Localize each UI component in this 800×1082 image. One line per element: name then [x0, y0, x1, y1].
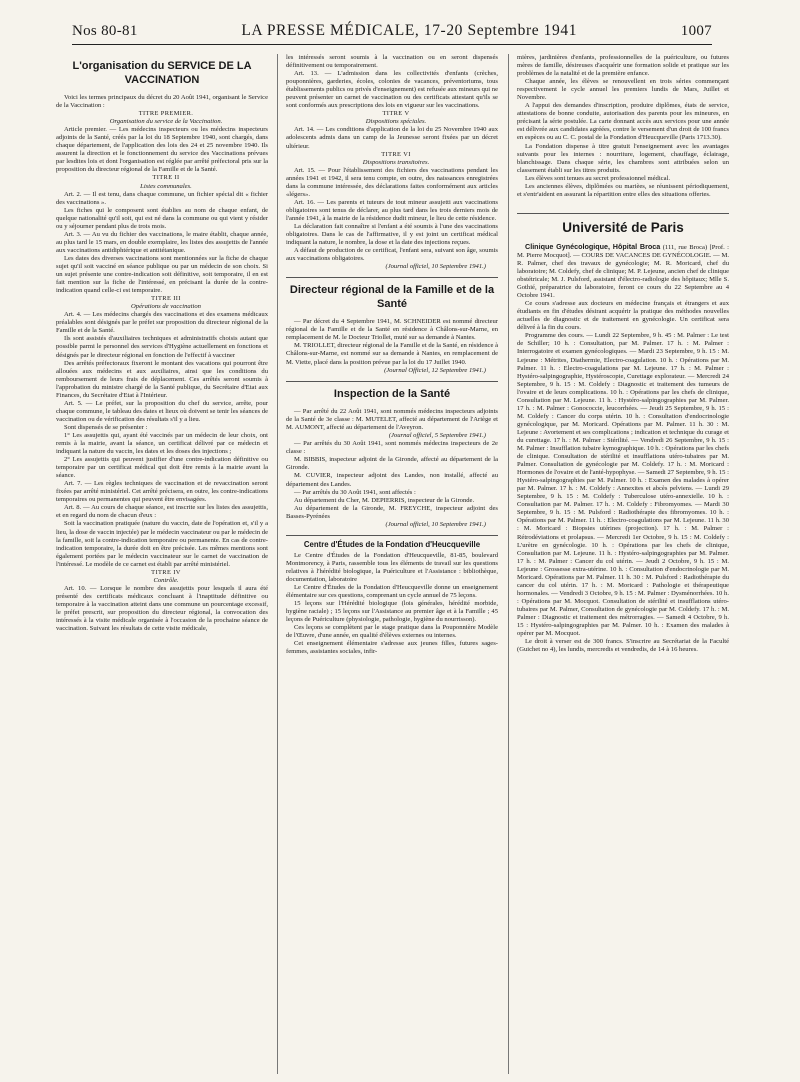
vaccination-heading: L'organisation du SERVICE DE LA VACCINATION [72, 60, 252, 86]
paragraph: Cet enseignement élémentaire s'adresse aux jeunes filles, futures sages-femmes, assistantes sociales, infir- [286, 640, 498, 656]
source-citation: (Journal Officiel, 12 Septembre 1941.) [384, 366, 486, 374]
paragraph: — Par arrêté du 22 Août 1941, sont nommés médecins inspecteurs adjoints de la Santé de 3e classe : M. MUTELET, affecté au département de l'Ariège et M. AUMONT, affecté au département de l'Aveyron. [286, 408, 498, 432]
titre-heading: TITRE III [151, 295, 181, 303]
paragraph: Art. 3. — Au vu du fichier des vaccinations, le maire établit, chaque année, au plus tard le 15 mars, en double exemplaire, les listes des assujettis de l'année aux vaccinations antidiphtérique et antitétanique. [56, 230, 268, 254]
titre-subheading: Contrôle. [153, 576, 179, 584]
paragraph: Art. 4. — Les médecins chargés des vaccinations et des examens médicaux préalables sont désignés par le préfet sur proposition du directeur régional de la Famille et de la Santé. [56, 311, 268, 335]
header-rule [72, 44, 712, 45]
paragraph: — Par arrêtés du 30 Août 1941, sont affectés : [294, 488, 416, 496]
paragraph: 2° Les assujettis qui peuvent justifier d'une contre-indication définitive ou temporaire par un certificat médical qui doit être remis à la mairie avant la séance. [56, 456, 268, 480]
paragraph: M. BIBBIS, inspecteur adjoint de la Gironde, affecté au département de la Gironde. [286, 456, 498, 472]
paragraph: Voici les termes principaux du décret du 20 Août 1941, organisant le Service de la Vaccination : [56, 94, 268, 110]
source-citation: (Journal officiel, 5 Septembre 1941.) [388, 432, 486, 440]
paragraph: Le Centre d'Études de la Fondation d'Heucqueville, 81-85, boulevard Montmorency, à Paris, rassemble tous les éléments de travail sur les questions relatives à l'hérédité biologique, la Puériculture et l'Assistance : bibliothèque, documentation, laboratoire [286, 551, 498, 583]
titre-heading: TITRE PREMIER. [138, 110, 194, 118]
section-rule [286, 381, 498, 382]
paragraph: A l'appui des demandes d'inscription, produire diplômes, états de service, attestations de bonne conduite, autorisation des parents pour les mineures, en précisant la série postulée. La carte donnant accès aux services pour une année est délivrée aux candidates agréées, contre le versement d'un droit de 100 francs en espèces ou au C. C. postal de la Fondation d'Heucqueville (Paris 1713.30). [517, 102, 729, 142]
section-rule [286, 535, 498, 536]
universite-heading: Université de Paris [562, 219, 684, 235]
titre-subheading: Dispositions spéciales. [365, 118, 427, 126]
paragraph: M. CUVIER, inspecteur adjoint des Landes, non installé, affecté au département des Landes. [286, 472, 498, 488]
paragraph: Art. 5. — Le préfet, sur la proposition du chef du service, arrête, pour chaque commune, le tableau des dates et lieux où doivent se tenir les séances de vaccination ou de vérification des résultats s'il y a lieu. [56, 399, 268, 423]
paragraph: Ils sont assistés d'auxiliaires techniques et administratifs choisis autant que possible parmi le personnel des services d'Hygiène actuellement en fonctions et désignés par le directeur régional en fonction de l'effectif à vacciner [56, 335, 268, 359]
paragraph: M. TRIOLLET, directeur régional de la Famille et de la Santé, en résidence à Châlons-sur-Marne, est nommé sur sa demande à Nantes, en remplacement de M. Viette, placé dans la position prévue par la loi du 17 Juillet 1940. [286, 342, 498, 366]
paragraph: 1° Les assujettis qui, ayant été vaccinés par un médecin de leur choix, ont remis à la mairie, avant la séance, un certificat délivré par ce médecin et indiquant la nature du vaccin, les dates et les doses des injections ; [56, 431, 268, 456]
paragraph: — Par décret du 4 Septembre 1941, M. SCHNEIDER est nommé directeur régional de la Famille et de la Santé en résidence à Châlons-sur-Marne, en remplacement de M. le Docteur Triollet, muté sur sa demande à Nantes. [286, 318, 498, 342]
paragraph: Art. 16. — Les parents et tuteurs de tout mineur assujetti aux vaccinations obligatoires sont tenus de déclarer, au plus tard dans les trois derniers mois de l'année 1941, à la mairie de la résidence dudit mineur, le lieu de cette résidence. [286, 198, 498, 222]
column-2 [286, 54, 498, 1074]
titre-heading: TITRE V [382, 110, 410, 118]
paragraph: Chaque année, les élèves se renouvellent en trois séries commençant respectivement le cycle annuel les premiers lundis de Mars, Juillet et Novembre. [517, 78, 729, 102]
paragraph: les intéressés seront soumis à la vaccination ou en seront dispensés définitivement ou temporairement. [286, 54, 498, 70]
paragraph: La déclaration fait connaître si l'enfant a été soumis à l'une des vaccinations obligatoires. Dans le cas de l'affirmative, il y est joint un certificat médical indiquant la nature, le nombre, la dose et la date des injections reçues. [286, 222, 498, 247]
paragraph: Au département du Cher, M. DEPIERRIS, inspecteur de la Gironde. [294, 496, 475, 504]
titre-subheading: Opérations de vaccination [131, 303, 201, 311]
titre-subheading: Organisation du service de la Vaccination. [109, 118, 223, 126]
paragraph: — Par arrêtés du 30 Août 1941, sont nommés médecins inspecteurs de 2e classe : [286, 440, 498, 456]
heucqueville-heading: Centre d'Études de la Fondation d'Heucqueville [303, 539, 481, 549]
paragraph: Le Centre d'Études de la Fondation d'Heucqueville donne un enseignement élémentaire sur ces questions, comprenant un cycle annuel de 75 leçons. [286, 583, 498, 600]
issue-number: Nos 80-81 [72, 23, 138, 39]
column-divider [277, 54, 278, 1074]
paragraph: A défaut de production de ce certificat, l'enfant sera, suivant son âge, soumis aux vaccinations obligatoires. [286, 247, 498, 263]
clinic-text: (111, rue Broca) [Prof. : M. Pierre Mocquot]. — COURS DE VACANCES DE GYNÉCOLOGIE. — M. R. Palmer, chef des travaux de gynécologie; M. R. Moricard, chef du laboratoire; M. Coldefy, chef de clinique; M. P. Lejeune, ancien chef de clinique obstétricale; M. J. Pulsford, assistant d'électro-radiologie des hôpitaux; Mlle S. Gothié, préparatrice du laboratoire, feront ce cours du 22 Septembre au 4 Octobre 1941. [517, 243, 729, 300]
paragraph: 15 leçons sur l'Hérédité biologique (lois générales, hérédité morbide, hygiène raciale) ; 15 leçons sur l'Assistance au premier âge et à la Famille ; 45 leçons de Puériculture (physiologie, pathologie, hygiène du nourrisson). [286, 600, 498, 624]
titre-heading: TITRE IV [151, 568, 181, 576]
paragraph: Les dates des diverses vaccinations sont mentionnées sur la fiche de chaque sujet qu'il soit vacciné en séance publique ou par un médecin de son choix. Si un sujet présente une contre-indication soit définitive, soit temporaire, il en est fait mention sur la fiche de l'intéressé, en précisant la durée de la contre-indication quand celle-ci est temporaire. [56, 254, 268, 295]
paragraph: Sont dispensés de se présenter : [64, 423, 148, 431]
paragraph: Le droit à verser est de 300 francs. S'inscrire au Secrétariat de la Faculté (Guichet no 4), les lundis, mercredis et vendredis, de 14 à 16 heures. [517, 638, 729, 654]
paragraph: Les anciennes élèves, diplômées ou marièes, se réunissent périodiquement, et s'entr'aident en assurant la répartition entre elles des situations offertes. [517, 182, 729, 198]
column-1 [56, 54, 268, 1074]
titre-subheading: Listes communales. [140, 182, 192, 190]
page-number: 1007 [680, 23, 712, 39]
paragraph: Art. 7. — Les règles techniques de vaccination et de revaccination seront fixées par arrêté ministériel. Cet arrêté précisera, en outre, les contre-indications temporaires ou permanentes qui peuvent être envisagées. [56, 480, 268, 504]
titre-subheading: Dispositions transitoires. [362, 158, 430, 166]
paragraph: Programme des cours. — Lundi 22 Septembre, 9 h. 45 : M. Palmer : Le test de Schiller; 10 h. : Consultation, par M. Palmer. 17 h. : M. Palmer : Interrogatoire et examen gynécologiques. — Mardi 23 Septembre, 9 h. 15 : M. Lejeune : Métrites, Diathermie, Electro-coagulation. 10 h. : Opérations par M. Palmer. 11 h. : Electro-coagulations par M. Lejeune. 17 h. : M. Palmer : Hystéro-salpingographie, Hystéroscopie, Curettage explorateur. — Mercredi 24 Septembre, 9 h. 15 : M. Coldefy : Diagnostic et traitement des tumeurs de l'ovaire et de leurs complications. 10 h. : Opérations par les chefs de clinique, Consultation par M. Lejeune. 11 h. : Hystéro-salpingographies par M. Palmer. 17 h. : M. Palmer : Gonococcie, leucorrhées. — Jeudi 25 Septembre, 9 h. 15 : M. Coldefy : Cancer du corps utérin. 10 h. : Consultation d'endocrinologie gynécologique, par M. Moricard. Opérations par M. Palmer. 11 h. 30 : M. Lejeune : Avortement et ses complications ; indication et technique du curage et du curettage. 17 h. : M. Palmer : Stérilité. — Vendredi 26 Septembre, 9 h. 15 : M. Palmer : Insufflation tubaire kymographique. 10 h. : Opérations par les chefs de clinique. Consultation de stérilité et insufflations utéro-tubaires par M. Palmer. Consultation de gynécologie par M. Coldefy. 17 h. : M. Moricard : Hormones de l'ovaire et de l'anté-hypophyse. — Samedi 27 Septembre, 9 h. 15 : Hystéro-salpingographies par M. Palmer. 10 h. : Examen des malades à opérer par M. Palmer. 17 h. : M. Coldefy : Annexites et abcès pelviens. — Lundi 29 Septembre, 9 h. 15 : M. Coldefy : Tuberculose utéro-annexielle. 10 h. : Consultation par M. Palmer. 17 h. : M. Coldefy : Fibromyomes. — Mardi 30 Septembre, 9 h. 15 : M. Pulsford : Radiothérapie des fibromyomes. 10 h. : Opérations par M. Palmer. 11 h. : Electro-coagulations par M. Lejeune. 11 h. 30 : M. Moricard : Biopsies utérines (projection). 17 h. : M. Palmer : Rétrodéviations et prolapsus. — Mercredi 1er Octobre, 9 h. 15 : M. Coldefy : L'urètre en gynécologie. 10 h. : Opérations par les chefs de clinique, Consultation par M. Lejeune. 11 h. : Hystéro-salpingographies par M. Palmer. 17 h. : M. Palmer : Cancer du col utérin. — Jeudi 2 Octobre, 9 h. 15 : M. Lejeune : Grossesse extra-utérine. 10 h. : Consultation d'endocrinologie par M. Moricard. Opérations par M. Palmer. 11 h. 30 : M. Pulsford : Radiothérapie du cancer du col utérin. 17 h. : M. Moricard : Pathologie et thérapeutique hormonales. — Vendredi 3 Octobre, 9 h. 15 : M. Palmer : Dysménorrhées. 10 h. : Opérations par M. Mocquot. Consultation de stérilité et insufflations utéro-tubaires par M. Palmer, Consultation de gynécologie par M. Coldefy. 17 h. : M. Palmer : Diagnostic et traitement des métrorragies. — Samedi 4 Octobre, 9 h. 15 : Hystéro-salpingographies par M. Palmer. 10 h. : Examen des malades à opérer par M. Mocquot. [517, 332, 729, 638]
paragraph: Des arrêtés préfectoraux fixeront le montant des vacations qui pourront être allouées aux médecins et aux auxiliaires, ainsi que les conditions du remboursement de leurs frais de déplacement. Ces arrêtés seront soumis à l'approbation du ministre chargé de la Santé publique, du Secrétaire d'Etat aux Finances, du Secrétaire d'Etat à l'Intérieur. [56, 359, 268, 399]
directeur-heading: Directeur régional de la Famille et de la Santé [289, 284, 495, 310]
paragraph: Les fiches qui le composent sont établies au nom de chaque enfant, de quelque nationalité qu'il soit, qui est né dans la commune ou qui vient y résider ou y séjourner pendant plus de trois mois. [56, 206, 268, 230]
paragraph: Article premier. — Les médecins inspecteurs ou les médecins inspecteurs adjoints de la Santé, créés par la loi du 18 Septembre 1940, sont chargés, dans chaque département, de l'application des lois des 24 et 25 novembre 1940. Ils assurent la direction et le fonctionnement du service des Vaccinations prévues par lesdites lois et dont l'organisation est réglée par arrêté préfectoral pris sur la proposition du directeur régional de la Famille et de la Santé. [56, 126, 268, 174]
column-3 [517, 54, 729, 1074]
paragraph: Art. 10. — Lorsque le nombre des assujettis pour lesquels il aura été présenté des certificats médicaux concluant à l'inaptitude définitive ou temporaire à la vaccination atteint dans une commune un pourcentage excessif, le préfet prescrit, sur proposition du directeur régional, la convocation des intéressés à la visite médicale organisée à l'occasion de la prochaine séance de vaccination. Suivant les résultats de cette visite médicale, [56, 584, 268, 633]
column-divider [508, 54, 509, 1074]
source-citation: (Journal officiel, 10 Septembre 1941.) [385, 263, 486, 271]
inspection-heading: Inspection de la Santé [333, 387, 451, 400]
paragraph: Art. 15. — Pour l'établissement des fichiers des vaccinations pendant les années 1941 et 1942, il sera tenu compte, en outre, des naissances enregistrées dans la commune intéressée, des déclarations faites conformément aux articles «légers». [286, 166, 498, 198]
paragraph: Art. 8. — Au cours de chaque séance, est inscrite sur les listes des assujettis, et en regard du nom de chacun d'eux : [56, 504, 268, 520]
journal-title: LA PRESSE MÉDICALE, 17-20 Septembre 1941 [241, 22, 578, 39]
clinic-title: Clinique Gynécologique, Hôpital Broca [525, 241, 661, 251]
paragraph: Ce cours s'adresse aux docteurs en médecine français et étrangers et aux étudiants en fin d'études désirant acquérir la pratique des méthodes nouvelles actuelles de diagnostic et de traitement en gynécologie. Un certificat sera délivré à la fin du cours. [517, 300, 729, 332]
paragraph: Soit la vaccination pratiquée (nature du vaccin, date de l'opération et, s'il y a lieu, la dose de vaccin injectée) par le médecin vaccinateur ou par le médecin de la famille, soit la contre-indication temporaire ou permanente. En cas de contre-indication temporaire, la durée doit en être précisée. Les mêmes mentions sont également portées par le médecin vaccinateur sur le carnet de vaccination de l'intéressé. Le modèle de ce carnet est établi par arrêté ministériel. [56, 520, 268, 568]
section-rule [517, 213, 729, 214]
section-rule [286, 277, 498, 278]
paragraph: La Fondation dispense à titre gratuit l'enseignement avec les avantages suivants pour les internes : nourriture, logement, chauffage, éclairage, blanchissage. Dans chaque série, les chambres sont attribuées selon un classement établi sur les titres produits. [517, 142, 729, 174]
paragraph: Art. 13. — L'admission dans les collectivités d'enfants (crèches, pouponnières, garderies, écoles, colonies de vacances, préventoriums, tous établissements publics ou privés d'enseignement) est refusée aux mineurs qui ne peuvent présenter un carnet de vaccination ou des certificats attestant qu'ils se sont conformés aux prescriptions des lois en vigueur sur les vaccinations. [286, 70, 498, 110]
paragraph: mières, jardinières d'enfants, professionnelles de la puériculture, ou futures mères de famille, désireuses d'acquérir une formation solide et pratique sur les problèmes de la natalité et de la première enfance. [517, 54, 729, 78]
paragraph: Les élèves sont tenues au secret professionnel médical. [525, 174, 671, 182]
titre-heading: TITRE II [152, 174, 180, 182]
clinic-paragraph [517, 243, 729, 300]
titre-heading: TITRE VI [381, 150, 411, 158]
paragraph: Art. 14. — Les conditions d'application de la loi du 25 Novembre 1940 aux adolescents admis dans un camp de la Jeunesse seront fixées par un décret ultérieur. [286, 126, 498, 150]
running-head [72, 22, 712, 42]
paragraph: Ces leçons se complètent par le stage pratique dans la Pouponnière Modèle de l'Œuvre, d'une année, en qualité d'élèves externes ou internes. [286, 624, 498, 640]
paragraph: Au département de la Gironde, M. FREYCHE, inspecteur adjoint des Basses-Pyrénées [286, 504, 498, 520]
source-citation: (Journal officiel, 10 Septembre 1941.) [385, 520, 486, 528]
paragraph: Art. 2. — Il est tenu, dans chaque commune, un fichier spécial dit « fichier des vaccinations ». [56, 190, 268, 206]
